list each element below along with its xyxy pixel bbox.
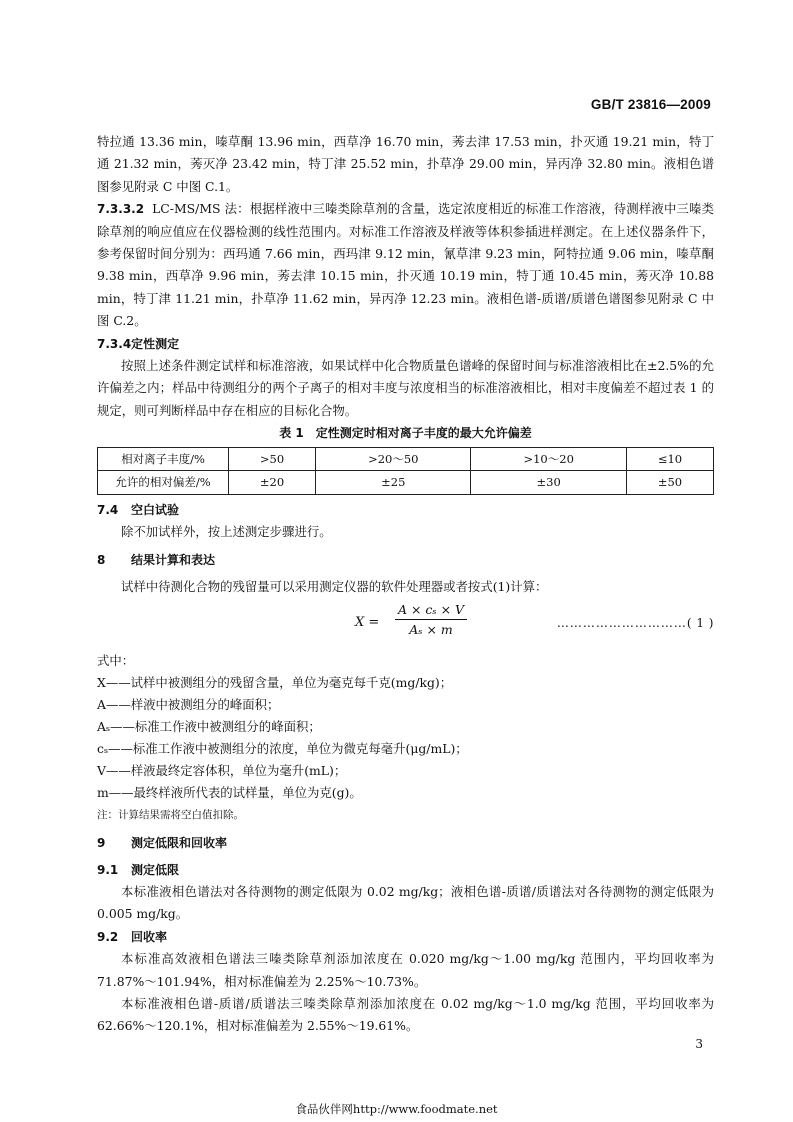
section-7-3-4-text: 按照上述条件测定试样和标准溶液，如果试样中化合物质量色谱峰的保留时间与标准溶液相比在±2.5%的允许偏差之内；样品中待测组分的两个子离子的相对丰度与浓度相当的标准溶液相比，相对丰度偏差不超过表 1 的规定，则可判断样品中存在相应的目标化合物。 <box>97 358 714 418</box>
footer-watermark: 食品伙伴网http://www.foodmate.net <box>295 1102 498 1116</box>
section-9-1-heading <box>97 859 714 881</box>
section-7-3-3-2 <box>97 198 714 332</box>
table-cell: ±30 <box>471 471 626 494</box>
table-cell: >50 <box>229 447 316 470</box>
section-title: 空白试验 <box>131 502 180 517</box>
formula-denominator: Aₛ × m <box>409 622 453 638</box>
definition-item: m——最终样液所代表的试样量，单位为克(g)。 <box>97 785 362 801</box>
formula-fraction <box>395 600 467 639</box>
section-9-2-heading <box>97 926 714 948</box>
section-number: 9.1 <box>97 862 119 877</box>
definition-item: Aₛ——标准工作液中被测组分的峰面积； <box>97 719 321 735</box>
definition-item: V——样液最终定容体积，单位为毫升(mL)； <box>97 763 347 779</box>
table-cell: ±20 <box>229 471 316 494</box>
definitions-lead: 式中： <box>97 653 135 669</box>
table-cell: ≤10 <box>626 447 713 470</box>
section-7-4-heading <box>97 499 714 521</box>
formula-lhs: X = <box>355 615 380 631</box>
section-number: 7.3.3.2 <box>97 202 145 217</box>
table-row <box>98 471 714 494</box>
formula-number-label: ( 1 ) <box>686 616 714 631</box>
formula-definitions <box>97 650 714 804</box>
section-number: 7.4 <box>97 502 119 517</box>
section-8-intro: 试样中待测化合物的残留量可以采用测定仪器的软件处理器或者按式(1)计算： <box>121 578 548 594</box>
definition-item: cₛ——标准工作液中被测组分的浓度，单位为微克每毫升(μg/mL)； <box>97 741 468 757</box>
formula-leader-dots: ………………………… <box>556 616 687 631</box>
table-1-title: 表 1 定性测定时相对离子丰度的最大允许偏差 <box>279 426 532 441</box>
table-cell: ±50 <box>626 471 713 494</box>
table-row-header: 允许的相对偏差/% <box>98 471 229 494</box>
document-body <box>97 131 714 1038</box>
section-title: 测定低限和回收率 <box>131 836 228 851</box>
section-number: 9.2 <box>97 929 119 944</box>
section-title: 回收率 <box>131 929 168 944</box>
section-9-2-text-hplc: 本标准高效液相色谱法三嗪类除草剂添加浓度在 0.020 mg/kg～1.00 mg/kg 范围内，平均回收率为 71.87%～101.94%，相对标准偏差为 2.25%～10.73%。 <box>97 951 714 989</box>
table-row-header: 相对离子丰度/% <box>98 447 229 470</box>
section-9-1-text: 本标准液相色谱法对各待测物的测定低限为 0.02 mg/kg；液相色谱-质谱/质谱法对各待测物的测定低限为 0.005 mg/kg。 <box>97 883 714 922</box>
table-cell: >20～50 <box>316 447 471 470</box>
standard-code: GB/T 23816—2009 <box>590 97 711 112</box>
section-number: 9 <box>97 836 106 851</box>
formula-1 <box>97 600 714 644</box>
section-title: 结果计算和表达 <box>131 553 216 568</box>
table-row <box>98 447 714 470</box>
page-number: 3 <box>695 1037 703 1051</box>
paragraph-retention-times-lc: 特拉通 13.36 min，嗪草酮 13.96 min，西草净 16.70 min，莠去津 17.53 min，扑灭通 19.21 min，特丁通 21.32 min，莠灭净 23.42 min，特丁津 25.52 min，扑草净 29.00 min，异丙净 32.80 min。液相色谱图参见附录 C 中图 C.1。 <box>97 134 714 194</box>
section-8-heading <box>97 549 714 571</box>
formula-number <box>557 612 714 634</box>
section-9-heading <box>97 832 714 854</box>
calculation-note: 注：计算结果需将空白值扣除。 <box>97 809 244 822</box>
definition-item: A——样液中被测组分的峰面积； <box>97 697 280 713</box>
formula-numerator: A × cₛ × V <box>395 600 467 620</box>
section-title: 测定低限 <box>131 862 180 877</box>
section-number: 8 <box>97 553 106 568</box>
section-title: 定性测定 <box>131 336 180 351</box>
section-7-3-4-heading <box>97 333 714 355</box>
section-number: 7.3.4 <box>97 336 132 351</box>
section-text: LC-MS/MS 法：根据样液中三嗪类除草剂的含量，选定浓度相近的标准工作溶液，待测样液中三嗪类除草剂的响应值应在仪器检测的线性范围内。对标准工作溶液及样液等体积参插进样测定。在上述仪器条件下，参考保留时间分别为：西玛通 7.66 min，西玛津 9.12 min，氰草津 9.23 min，阿特拉通 9.06 min，嗪草酮 9.38 min，西草净 9.96 min，莠去津 10.15 min，扑灭通 10.19 min，特丁通 10.45 min，莠灭净 10.88 min，特丁津 11.21 min，扑草净 11.62 min，异丙净 12.23 min。液相色谱-质谱/质谱色谱图参见附录 C 中图 C.2。 <box>97 201 714 329</box>
section-7-4-text: 除不加试样外，按上述测定步骤进行。 <box>121 523 332 539</box>
section-9-2-text-lcms: 本标准液相色谱-质谱/质谱法三嗪类除草剂添加浓度在 0.02 mg/kg～1.0 mg/kg 范围，平均回收率为 62.66%～120.1%，相对标准偏差为 2.55%～19.61%。 <box>97 995 714 1034</box>
table-cell: ±25 <box>316 471 471 494</box>
definition-item: X——试样中被测组分的残留含量，单位为毫克每千克(mg/kg)； <box>97 675 453 691</box>
table-1 <box>97 447 714 495</box>
table-cell: >10～20 <box>471 447 626 470</box>
